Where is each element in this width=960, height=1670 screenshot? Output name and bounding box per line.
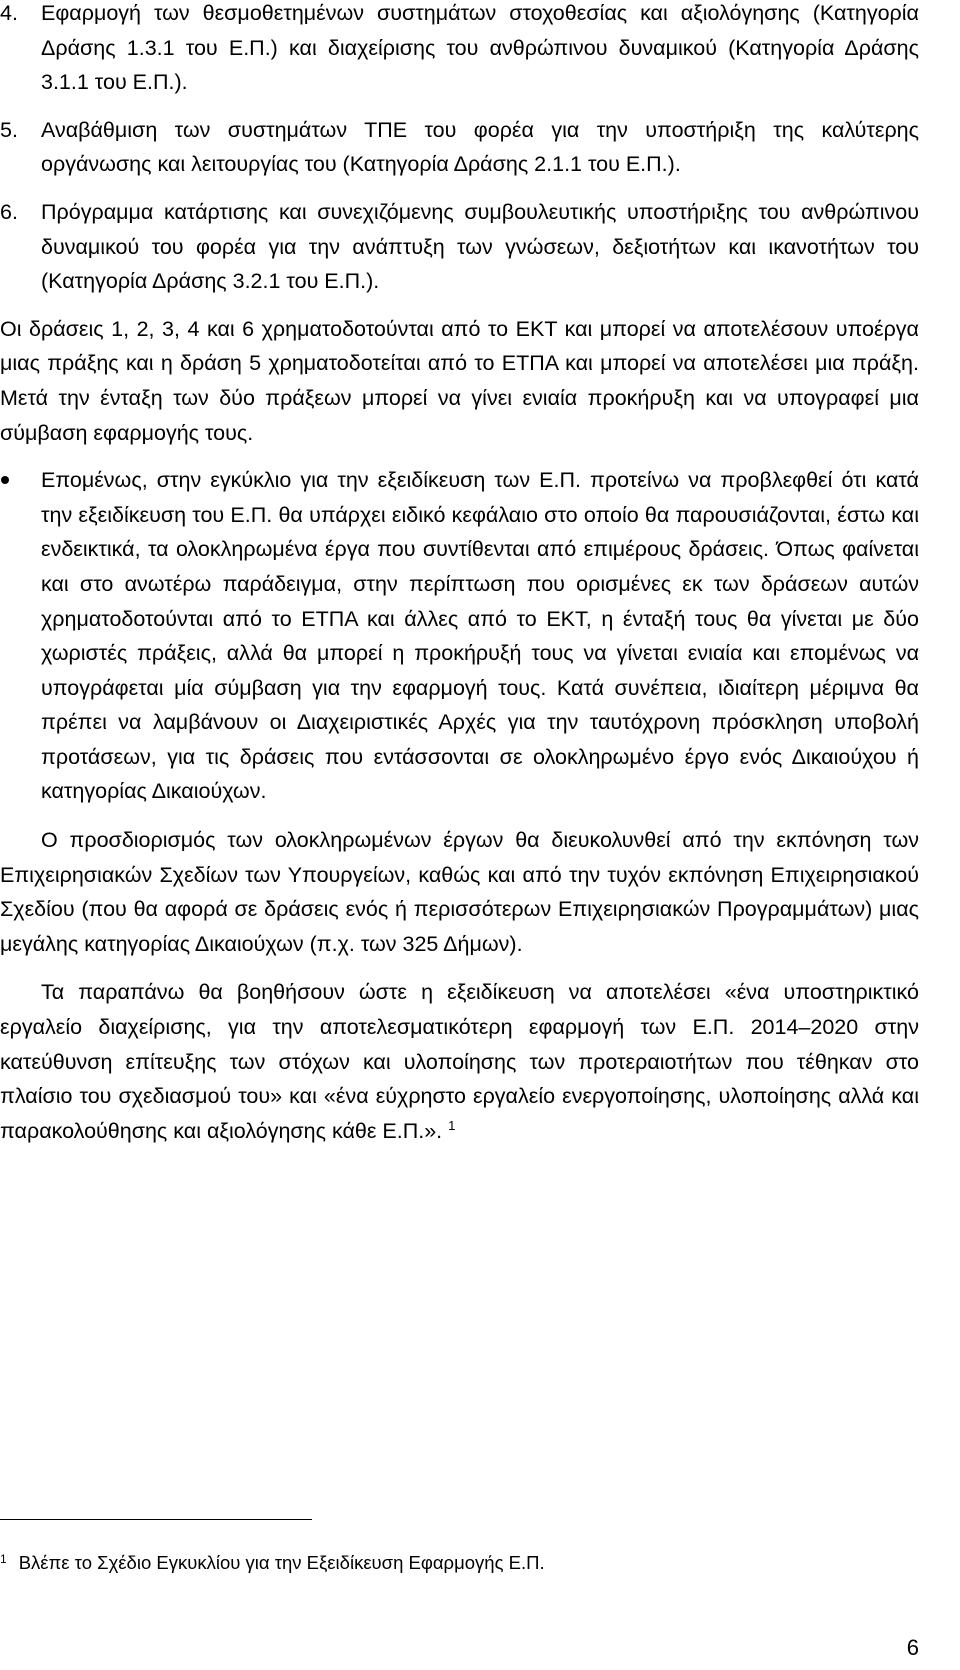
footnote-divider bbox=[0, 1519, 312, 1520]
paragraph-conclusion-text: Τα παραπάνω θα βοηθήσουν ώστε η εξειδίκευση να αποτελέσει «ένα υποστηρικτικό εργαλείο διαχείρισης, για την αποτελεσματικότερη εφαρμογή των Ε.Π. 2014–2020 στην κατεύθυνση επίτευξης των στόχων και υλοποίησης των προτεραιοτήτων που τέθηκαν στο πλαίσιο του σχεδιασμού του» και «ένα εύχρηστο εργαλείο ενεργοποίησης, υλοποίησης αλλά και παρακολούθησης και αξιολόγησης κάθε Ε.Π.». bbox=[0, 980, 919, 1143]
list-item-5 bbox=[0, 113, 960, 182]
page-number: 6 bbox=[906, 1635, 919, 1660]
list-number: 6. bbox=[0, 199, 18, 224]
list-item-text: Εφαρμογή των θεσμοθετημένων συστημάτων στοχοθεσίας και αξιολόγησης (Κατηγορία Δράσης 1.3.1 του Ε.Π.) και διαχείρισης του ανθρώπινου δυναμικού (Κατηγορία Δράσης 3.1.1 του Ε.Π.). bbox=[41, 1, 919, 95]
list-number: 4. bbox=[0, 1, 18, 25]
list-item-4 bbox=[0, 0, 960, 100]
paragraph-integrated-projects: Ο προσδιορισμός των ολοκληρωμένων έργων θα διευκολυνθεί από την εκπόνηση των Επιχειρησιακών Σχεδίων των Υπουργείων, καθώς και από την τυχόν εκπόνηση Επιχειρησιακού Σχεδίου (που θα αφορά σε δράσεις ενός ή περισσότερων Επιχειρησιακών Προγραμμάτων) μιας μεγάλης κατηγορίας Δικαιούχων (π.χ. των 325 Δήμων). bbox=[0, 828, 919, 956]
list-item-text: Πρόγραμμα κατάρτισης και συνεχιζόμενης συμβουλευτικής υποστήριξης του ανθρώπινου δυναμικού του φορέα για την ανάπτυξη των γνώσεων, δεξιοτήτων και ικανοτήτων του (Κατηγορία Δράσης 3.2.1 του Ε.Π.). bbox=[41, 199, 919, 294]
bullet-paragraph bbox=[0, 463, 960, 809]
footnote-mark: 1 bbox=[0, 1552, 7, 1566]
paragraph-conclusion bbox=[0, 975, 960, 1148]
footnote-text: Βλέπε το Σχέδιο Εγκυκλίου για την Εξειδίκευση Εφαρμογής Ε.Π. bbox=[18, 1552, 545, 1573]
list-number: 5. bbox=[0, 117, 18, 142]
list-item-6 bbox=[0, 195, 960, 299]
bullet-icon bbox=[0, 463, 41, 809]
footnote bbox=[0, 1551, 545, 1575]
footnote-reference[interactable]: 1 bbox=[448, 1117, 456, 1133]
paragraph-funding: Οι δράσεις 1, 2, 3, 4 και 6 χρηματοδοτούνται από το ΕΚΤ και μπορεί να αποτελέσουν υποέργα μιας πράξης και η δράση 5 χρηματοδοτείται από το ΕΤΠΑ και μπορεί να αποτελέσει μια πράξη. Μετά την ένταξη των δύο πράξεων μπορεί να γίνει ενιαία προκήρυξη και να υπογραφεί μια σύμβαση εφαρμογής τους. bbox=[0, 316, 919, 445]
list-item-text: Αναβάθμιση των συστημάτων ΤΠΕ του φορέα για την υποστήριξη της καλύτερης οργάνωσης και λειτουργίας του (Κατηγορία Δράσης 2.1.1 του Ε.Π.). bbox=[41, 117, 919, 177]
bullet-text: Επομένως, στην εγκύκλιο για την εξειδίκευση των Ε.Π. προτείνω να προβλεφθεί ότι κατά την εξειδίκευση του Ε.Π. θα υπάρχει ειδικό κεφάλαιο στο οποίο θα παρουσιάζονται, έστω και ενδεικτικά, τα ολοκληρωμένα έργα που συντίθενται από επιμέρους δράσεις. Όπως φαίνεται και στο ανωτέρω παράδειγμα, στην περίπτωση που ορισμένες εκ των δράσεων αυτών χρηματοδοτούνται από το ΕΤΠΑ και άλλες από το ΕΚΤ, η ένταξή τους θα γίνεται με δύο χωριστές πράξεις, αλλά θα μπορεί η προκήρυξή τους να γίνεται ενιαία και επομένως να υπογράφεται μία σύμβαση για την εφαρμογή τους. Κατά συνέπεια, ιδιαίτερη μέριμνα θα πρέπει να λαμβάνουν οι Διαχειριστικές Αρχές για την ταυτόχρονη πρόσκληση υποβολή προτάσεων, για τις δράσεις που εντάσσονται σε ολοκληρωμένο έργο ενός Δικαιούχου ή κατηγορίας Δικαιούχων. bbox=[41, 468, 919, 804]
